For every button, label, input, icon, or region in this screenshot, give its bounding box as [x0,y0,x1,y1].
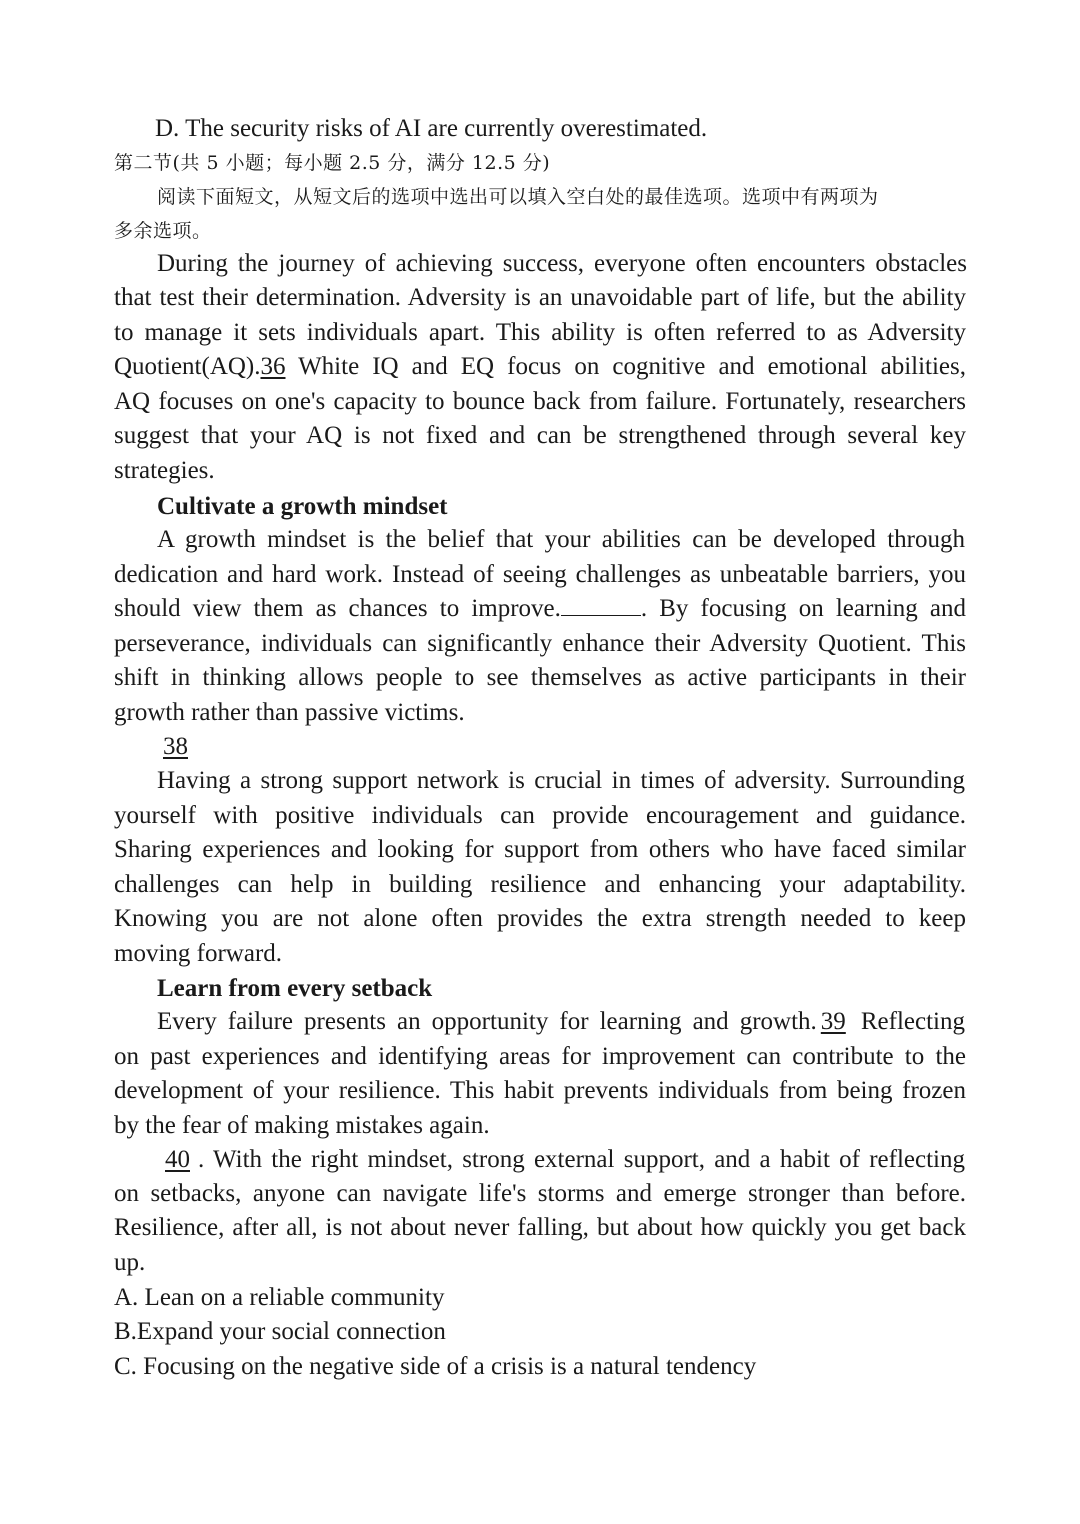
heading-learn-from-setback: Learn from every setback [157,975,433,1002]
p5-line-1-after: . With the right mindset, strong external support, and a habit of reflecting [198,1146,965,1173]
p1-line-7: strategies. [114,457,215,484]
instruction-line-1: 阅读下面短文，从短文后的选项中选出可以填入空白处的最佳选项。选项中有两项为 [157,186,879,208]
blank-38-line [157,730,1009,764]
p1-line-5: AQ focuses on one's capacity to bounce back from failure. Fortunately, researchers [114,388,966,415]
p4-line-3: development of your resilience. This habit prevents individuals from being frozen [114,1077,966,1104]
blank-38[interactable]: 38 [163,733,188,760]
p1-line-3: to manage it sets individuals apart. This ability is often referred to as Adversity [114,319,966,346]
p2-line-3-before: should view them as chances to improve. [114,595,561,622]
p3-line-6: moving forward. [114,940,283,967]
p2-line-1: A growth mindset is the belief that your abilities can be developed through [157,526,965,553]
p5-line-2: on setbacks, anyone can navigate life's storms and emerge stronger than before. [114,1180,966,1207]
p1-line-4 [114,350,966,384]
p3-line-5: Knowing you are not alone often provides the extra strength needed to keep [114,905,966,932]
p5-line-4: up. [114,1249,146,1276]
p2-line-3 [114,592,966,626]
p3-line-2: yourself with positive individuals can provide encouragement and guidance. [114,802,966,829]
blank-39[interactable]: 39 [820,1008,846,1035]
p5-line-3: Resilience, after all, is not about never falling, but about how quickly you get back [114,1214,966,1241]
option-a: A. Lean on a reliable community [114,1284,445,1311]
blank-36[interactable]: 36 [260,353,286,380]
p1-line-6: suggest that your AQ is not fixed and can be strengthened through several key [114,422,966,449]
p2-line-6: growth rather than passive victims. [114,699,465,726]
p4-line-1 [157,1005,965,1039]
p1-line-4-before: Quotient(AQ). [114,353,261,380]
option-c: C. Focusing on the negative side of a crisis is a natural tendency [114,1353,757,1380]
p1-line-1: During the journey of achieving success, everyone often encounters obstacles [157,250,967,277]
p4-line-1-after: Reflecting [849,1008,965,1035]
p2-line-4: perseverance, individuals can significantly enhance their Adversity Quotient. This [114,630,966,657]
heading-growth-mindset: Cultivate a growth mindset [157,493,448,520]
section-heading: 第二节(共 5 小题；每小题 2.5 分，满分 12.5 分) [114,152,551,174]
option-b: B.Expand your social connection [114,1318,446,1345]
p3-line-4: challenges can help in building resilience and enhancing your adaptability. [114,871,966,898]
p4-line-4: by the fear of making mistakes again. [114,1112,490,1139]
p4-line-2: on past experiences and identifying areas for improvement can contribute to the [114,1043,966,1070]
blank-40[interactable]: 40 [165,1146,190,1173]
blank-37[interactable] [561,597,641,616]
p3-line-3: Sharing experiences and looking for support from others who have faced similar [114,836,966,863]
p2-line-2: dedication and hard work. Instead of seeing challenges as unbeatable barriers, you [114,561,966,588]
p2-line-3-after: . By focusing on learning and [640,595,966,622]
p5-line-1 [157,1143,965,1177]
p2-line-5: shift in thinking allows people to see themselves as active participants in their [114,664,966,691]
p1-line-2: that test their determination. Adversity is an unavoidable part of life, but the ability [114,284,966,311]
previous-option-d: D. The security risks of AI are currently overestimated. [155,115,708,142]
p1-line-4-after: White IQ and EQ focus on cognitive and emotional abilities, [285,353,966,380]
instruction-line-2: 多余选项。 [114,220,212,242]
p3-line-1: Having a strong support network is crucial in times of adversity. Surrounding [157,767,965,794]
p4-line-1-before: Every failure presents an opportunity for learning and growth. [157,1008,817,1035]
